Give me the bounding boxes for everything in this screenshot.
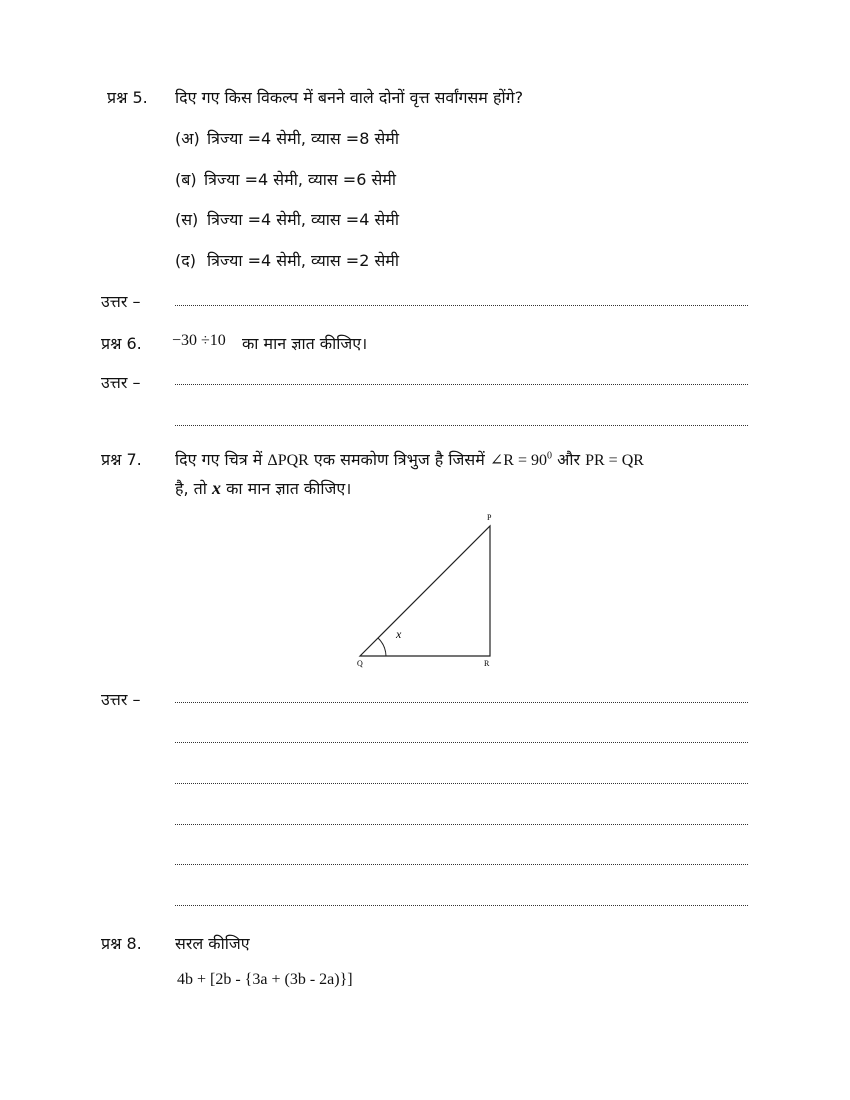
q6-expression: −30 ÷10 [172,332,226,349]
q5-label: प्रश्न 5. [107,88,148,107]
q8-question-text: सरल कीजिए [175,934,250,953]
q7-question-line-1 [175,448,644,470]
q7-variable-x: x [212,478,222,498]
q7-triangle-symbol: ΔPQR [267,452,309,469]
q5-answer-label: उत्तर – [101,292,141,311]
vertex-label-q: Q [357,659,363,668]
q7-text-part-5: का मान ज्ञात कीजिए। [226,479,352,498]
q7-answer-line-4[interactable] [175,824,748,825]
q7-answer-line-1[interactable] [175,702,748,703]
q6-label: प्रश्न 6. [101,334,142,353]
q7-angle-expression [490,452,552,469]
angle-label-x: x [396,627,402,641]
q8-label: प्रश्न 8. [101,934,142,953]
q6-answer-line-2[interactable] [175,425,748,426]
q7-answer-line-2[interactable] [175,742,748,743]
q6-answer-line-1[interactable] [175,384,748,385]
q7-answer-line-6[interactable] [175,905,748,906]
q5-option-a-text: त्रिज्या =4 सेमी, व्यास =8 सेमी [207,129,400,148]
q5-option-b-text: त्रिज्या =4 सेमी, व्यास =6 सेमी [204,170,397,189]
q7-text-part-4: है, तो [175,479,207,498]
q7-label: प्रश्न 7. [101,450,142,469]
q5-option-b-marker: (ब) [175,170,197,189]
q5-option-a-marker: (अ) [175,129,200,148]
q5-option-d-marker: (द) [175,251,196,270]
triangle-shape [360,526,490,656]
q8-expression: 4b + [2b - {3a + (3b - 2a)}] [177,971,353,988]
q5-option-c-text: त्रिज्या =4 सेमी, व्यास =4 सेमी [207,210,400,229]
q7-triangle-figure [350,508,510,673]
q6-question-text: का मान ज्ञात कीजिए। [242,334,368,353]
q7-angle-value: ∠R = 90 [489,452,547,469]
q7-text-part-3: और [557,450,580,469]
q7-text-part-2: एक समकोण त्रिभुज है जिसमें [313,450,485,469]
q7-question-line-2 [175,477,351,499]
q7-text-part-1: दिए गए चित्र में [175,450,263,469]
q5-option-d-text: त्रिज्या =4 सेमी, व्यास =2 सेमी [207,251,400,270]
q7-answer-line-3[interactable] [175,783,748,784]
vertex-label-p: P [487,513,492,522]
q6-answer-label: उत्तर – [101,373,141,392]
q7-answer-line-5[interactable] [175,864,748,865]
angle-arc [378,638,386,656]
q7-equality-expression: PR = QR [585,452,644,469]
q5-option-c-marker: (स) [175,210,199,229]
q5-question-text: दिए गए किस विकल्प में बनने वाले दोनों वृत्त सर्वांगसम होंगे? [175,88,524,107]
q7-answer-label: उत्तर – [101,690,141,709]
q7-degree-superscript: 0 [546,450,552,462]
vertex-label-r: R [484,659,490,668]
q5-answer-line[interactable] [175,305,748,306]
